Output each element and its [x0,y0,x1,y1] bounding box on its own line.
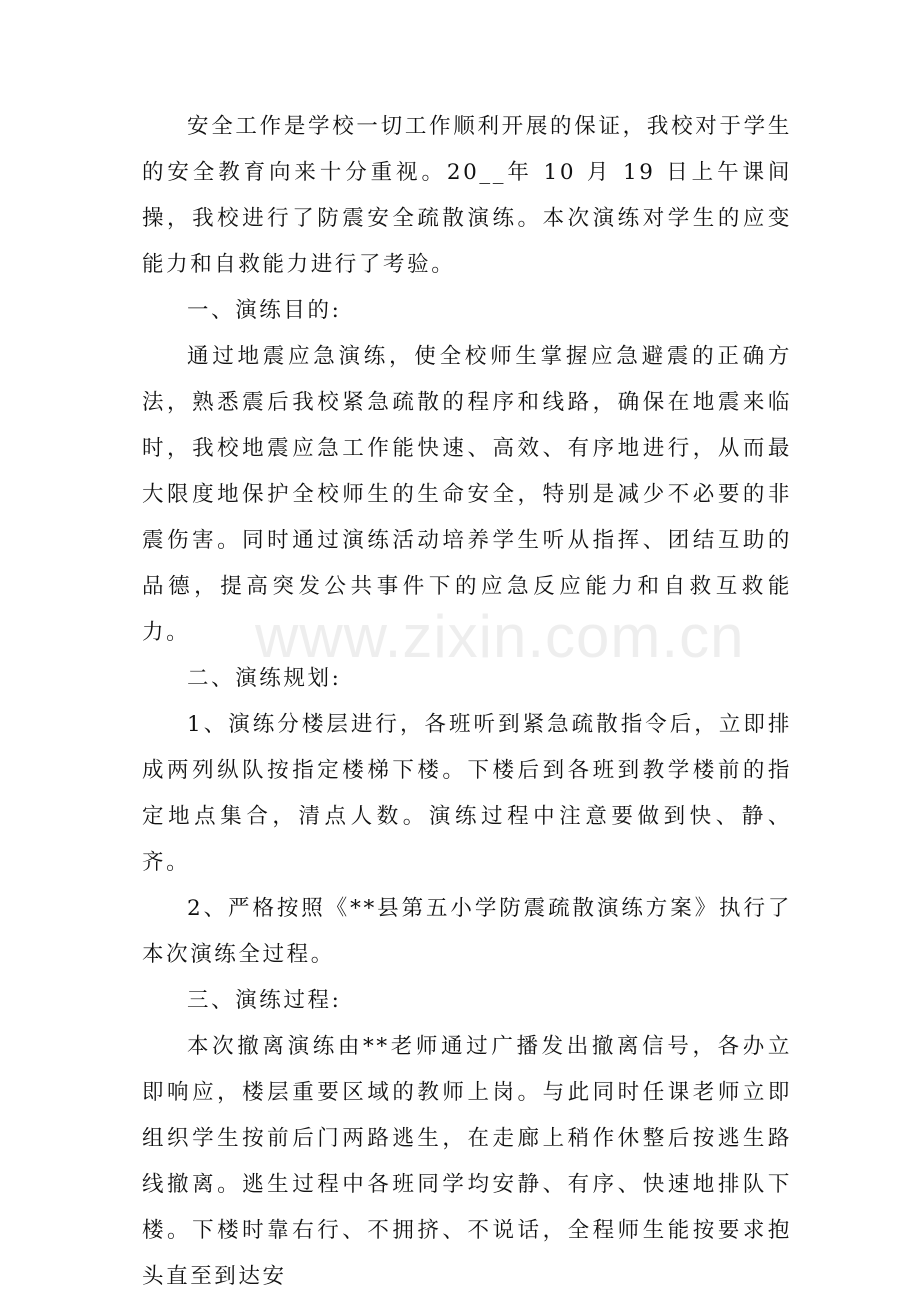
process-paragraph: 本次撤离演练由**老师通过广播发出撤离信号，各办立即响应，楼层重要区域的教师上岗。与此同时任课老师立即组织学生按前后门两路逃生，在走廊上稍作休整后按逃生路线撤离。逃生过程中各班同学均安静、有序、快速地排队下楼。下楼时靠右行、不拥挤、不说话，全程师生能按要求抱头直至到达安 [142,1034,792,1289]
site-watermark: www.zixin.com.cn [255,603,745,670]
intro-paragraph: 安全工作是学校一切工作顺利开展的保证，我校对于学生的安全教育向来十分重视。20__年 10 月 19 日上午课间操，我校进行了防震安全疏散演练。本次演练对学生的应变能力和自救能力进行了考验。 [142,114,792,277]
section-heading-plan: 二、演练规划: [187,666,342,691]
document-body [142,104,792,1300]
purpose-paragraph: 通过地震应急演练，使全校师生掌握应急避震的正确方法，熟悉震后我校紧急疏散的程序和线路，确保在地震来临时，我校地震应急工作能快速、高效、有序地进行，从而最大限度地保护全校师生的生命安全，特别是减少不必要的非震伤害。同时通过演练活动培养学生听从指挥、团结互助的品德，提高突发公共事件下的应急反应能力和自救互救能力。 [142,344,792,645]
plan-paragraph-2: 2、严格按照《**县第五小学防震疏散演练方案》执行了本次演练全过程。 [142,896,792,967]
section-heading-process: 三、演练过程: [187,988,342,1013]
plan-paragraph-1: 1、演练分楼层进行，各班听到紧急疏散指令后，立即排成两列纵队按指定楼梯下楼。下楼后到各班到教学楼前的指定地点集合，清点人数。演练过程中注意要做到快、静、齐。 [142,712,792,875]
section-heading-purpose: 一、演练目的: [187,298,342,323]
